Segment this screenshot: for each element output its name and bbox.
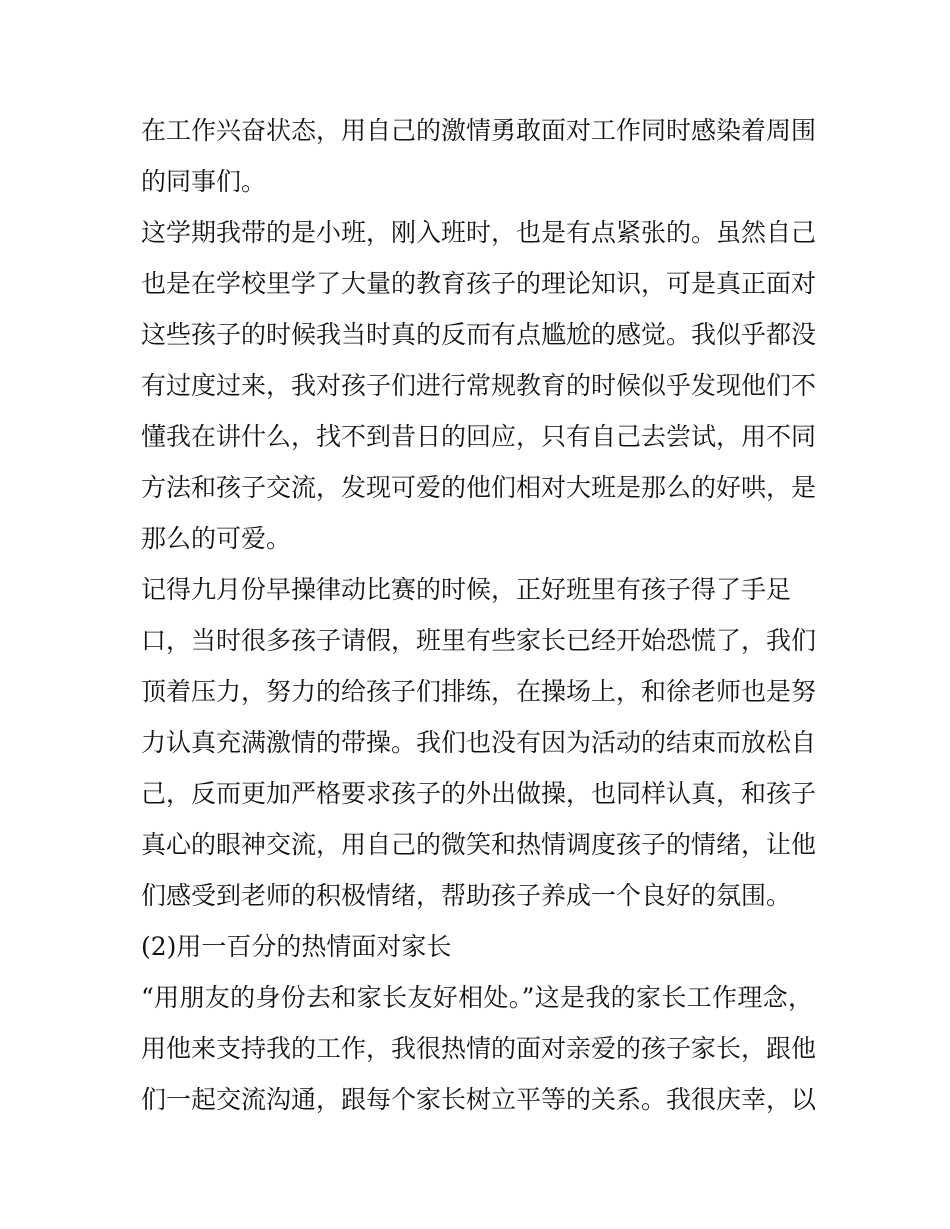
text-line: 们一起交流沟通，跟每个家长树立平等的关系。我很庆幸，以: [141, 1085, 817, 1114]
text-line: 在工作兴奋状态，用自己的激情勇敢面对工作同时感染着周围: [141, 116, 817, 145]
text-line: 真心的眼神交流，用自己的微笑和热情调度孩子的情绪，让他: [141, 830, 817, 859]
text-line: 这学期我带的是小班，刚入班时，也是有点紧张的。虽然自己: [141, 218, 817, 247]
section-heading: (2)用一百分的热情面对家长: [141, 932, 452, 961]
text-line: 力认真充满激情的带操。我们也没有因为活动的结束而放松自: [141, 728, 817, 757]
text-line: 顶着压力，努力的给孩子们排练，在操场上，和徐老师也是努: [141, 677, 817, 706]
text-line: 懂我在讲什么，找不到昔日的回应，只有自己去尝试，用不同: [141, 422, 817, 451]
text-line: 们感受到老师的积极情绪，帮助孩子养成一个良好的氛围。: [141, 881, 792, 910]
text-line: 用他来支持我的工作，我很热情的面对亲爱的孩子家长，跟他: [141, 1034, 817, 1063]
text-line: 方法和孩子交流，发现可爱的他们相对大班是那么的好哄，是: [141, 473, 817, 502]
text-line: 那么的可爱。: [141, 524, 292, 553]
text-line: “用朋友的身份去和家长友好相处。”这是我的家长工作理念，: [141, 983, 813, 1012]
text-line: 这些孩子的时候我当时真的反而有点尴尬的感觉。我似乎都没: [141, 320, 817, 349]
text-line: 己，反而更加严格要求孩子的外出做操，也同样认真，和孩子: [141, 779, 817, 808]
text-line: 有过度过来，我对孩子们进行常规教育的时候似乎发现他们不: [141, 371, 817, 400]
text-line: 记得九月份早操律动比赛的时候，正好班里有孩子得了手足: [141, 575, 792, 604]
text-line: 也是在学校里学了大量的教育孩子的理论知识，可是真正面对: [141, 269, 817, 298]
body-text: [141, 105, 817, 1125]
text-line: 口，当时很多孩子请假，班里有些家长已经开始恐慌了，我们: [141, 626, 817, 655]
text-line: 的同事们。: [141, 167, 267, 196]
